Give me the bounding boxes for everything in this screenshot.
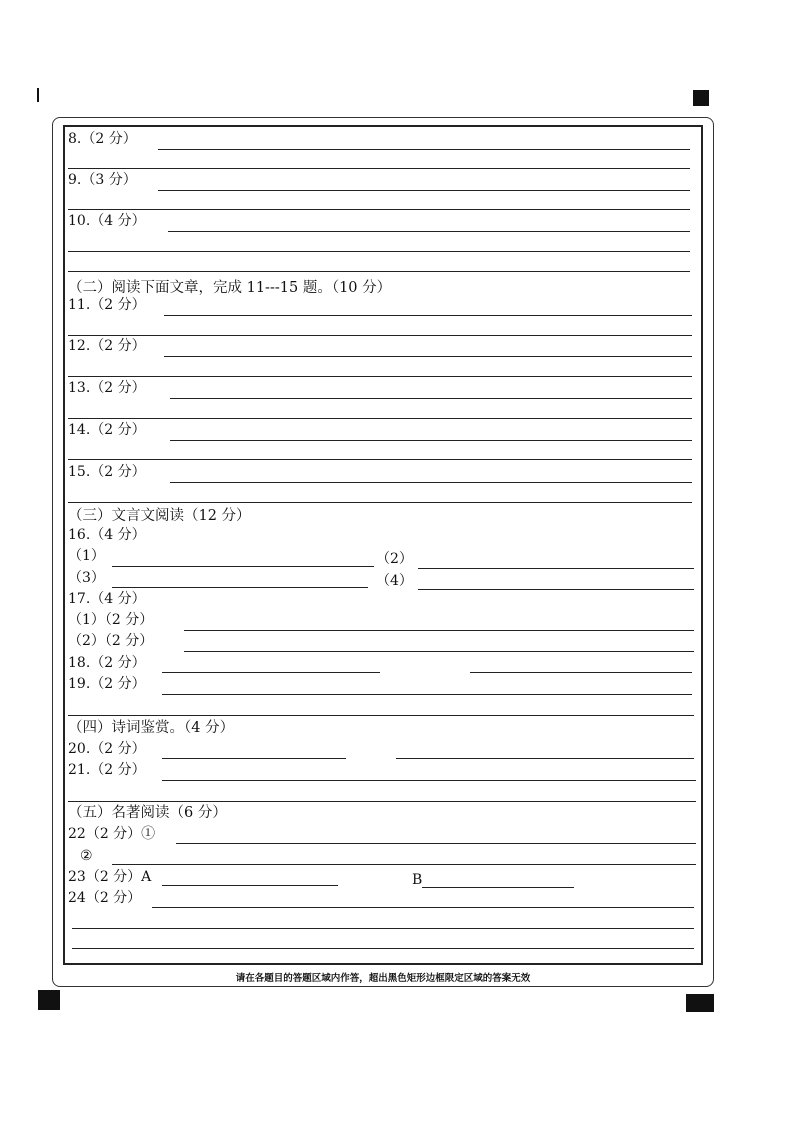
q18-answer-line-1[interactable]: [162, 672, 380, 673]
q20-answer-line-1[interactable]: [162, 758, 346, 759]
q21-label: 21.（2 分）: [68, 762, 146, 778]
q17-label: 17.（4 分）: [68, 591, 146, 607]
q23-a-line[interactable]: [162, 885, 338, 886]
q22-item-1-line[interactable]: [176, 843, 696, 844]
q9-answer-line[interactable]: [158, 190, 690, 191]
q14-answer-line[interactable]: [68, 459, 692, 460]
q16-item-4-label: （4）: [376, 573, 413, 589]
q21-answer-line[interactable]: [68, 801, 696, 802]
q15-answer-line[interactable]: [170, 482, 692, 483]
registration-mark-top-left: [37, 88, 39, 102]
q24-answer-line[interactable]: [72, 928, 694, 929]
q23-b-line[interactable]: [422, 887, 574, 888]
q15-label: 15.（2 分）: [68, 464, 146, 480]
q22-label: 22（2 分）①: [68, 826, 156, 842]
q23-label: 23（2 分）A: [68, 869, 152, 885]
registration-mark-bottom-right: [686, 994, 714, 1012]
q10-answer-line[interactable]: [68, 271, 690, 272]
q20-label: 20.（2 分）: [68, 741, 146, 757]
q9-label: 9.（3 分）: [68, 172, 137, 188]
q12-answer-line[interactable]: [68, 376, 692, 377]
answer-area-notice: 请在各题目的答题区域内作答，超出黑色矩形边框限定区域的答案无效: [235, 973, 531, 984]
q12-label: 12.（2 分）: [68, 338, 146, 354]
q16-item-1-line[interactable]: [112, 566, 374, 567]
q19-answer-line[interactable]: [68, 715, 694, 716]
q11-answer-line[interactable]: [164, 315, 692, 316]
q9-answer-line[interactable]: [68, 209, 690, 210]
q17-item-2-label: （2）（2 分）: [68, 633, 154, 649]
q10-label: 10.（4 分）: [68, 213, 146, 229]
q11-label: 11.（2 分）: [68, 297, 146, 313]
q13-label: 13.（2 分）: [68, 380, 146, 396]
q24-answer-line[interactable]: [152, 907, 694, 908]
q11-answer-line[interactable]: [68, 335, 692, 336]
q22-item-2-line[interactable]: [112, 864, 696, 865]
q12-answer-line[interactable]: [164, 356, 692, 357]
registration-mark-bottom-left: [38, 990, 60, 1010]
section-3-heading: （三）文言文阅读（12 分）: [68, 508, 251, 524]
q18-answer-line-2[interactable]: [470, 672, 692, 673]
q18-label: 18.（2 分）: [68, 655, 146, 671]
q16-item-4-line[interactable]: [418, 589, 694, 590]
q17-item-2-line[interactable]: [184, 651, 694, 652]
q13-answer-line[interactable]: [68, 418, 692, 419]
q14-answer-line[interactable]: [170, 440, 692, 441]
q23-b-label: B: [412, 872, 423, 888]
q16-item-1-label: （1）: [68, 548, 105, 564]
q16-item-2-line[interactable]: [418, 568, 694, 569]
q16-item-3-line[interactable]: [112, 587, 368, 588]
q17-item-1-label: （1）（2 分）: [68, 612, 154, 628]
q20-answer-line-2[interactable]: [396, 758, 694, 759]
section-2-heading: （二）阅读下面文章，完成 11---15 题。（10 分）: [68, 280, 392, 296]
q24-answer-line[interactable]: [72, 948, 694, 949]
q8-answer-line[interactable]: [158, 149, 690, 150]
section-4-heading: （四）诗词鉴赏。（4 分）: [68, 720, 235, 736]
q24-label: 24（2 分）: [68, 890, 142, 906]
q17-item-1-line[interactable]: [184, 630, 694, 631]
section-5-heading: （五）名著阅读（6 分）: [68, 805, 227, 821]
q22-item-2-label: ②: [80, 848, 93, 864]
q15-answer-line[interactable]: [68, 502, 692, 503]
registration-mark-top-right: [693, 90, 709, 106]
q21-answer-line[interactable]: [162, 780, 696, 781]
q16-label: 16.（4 分）: [68, 527, 146, 543]
q10-answer-line[interactable]: [68, 251, 690, 252]
q19-label: 19.（2 分）: [68, 676, 146, 692]
q16-item-3-label: （3）: [68, 570, 105, 586]
q16-item-2-label: （2）: [376, 551, 413, 567]
q8-answer-line[interactable]: [68, 168, 690, 169]
q14-label: 14.（2 分）: [68, 422, 146, 438]
q19-answer-line[interactable]: [162, 694, 692, 695]
q13-answer-line[interactable]: [170, 398, 692, 399]
q8-label: 8.（2 分）: [68, 131, 137, 147]
q10-answer-line[interactable]: [168, 231, 690, 232]
